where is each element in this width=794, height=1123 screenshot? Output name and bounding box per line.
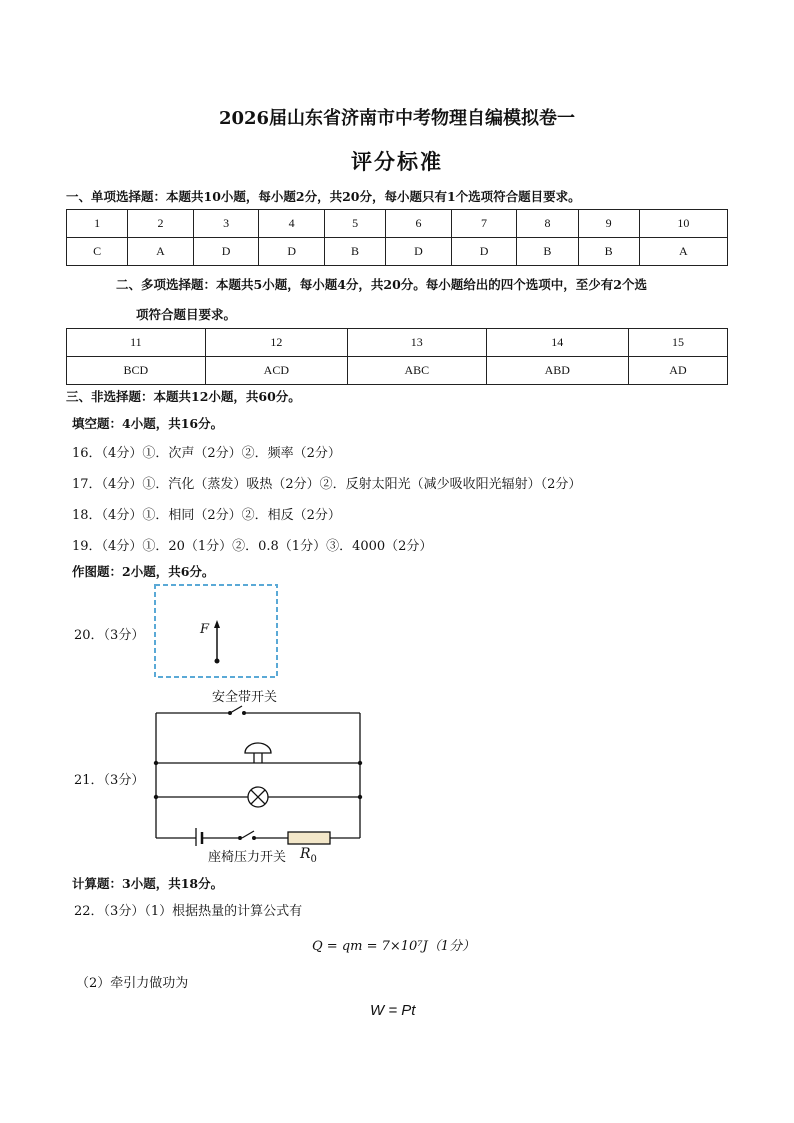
section2-heading-line2: 项符合题目要求。 xyxy=(136,307,237,322)
table-cell: B xyxy=(324,238,385,266)
table-cell: 12 xyxy=(205,329,347,357)
answer-q17: 17．（4分）①．汽化（蒸发）吸热（2分）②．反射太阳光（减少吸收阳光辐射）（2分） xyxy=(72,477,582,492)
q22-intro: 22．（3分）（1）根据热量的计算公式有 xyxy=(74,904,303,919)
drawing-heading: 作图题：2小题，共6分。 xyxy=(72,564,215,579)
section1-answer-table xyxy=(66,209,728,266)
table-cell: 3 xyxy=(193,210,259,238)
section2-heading-line1: 二、多项选择题：本题共5小题，每小题4分，共20分。每小题给出的四个选项中，至少有2个选 xyxy=(116,277,647,292)
table-cell: D xyxy=(386,238,452,266)
seat-pressure-switch-label: 座椅压力开关 xyxy=(208,850,287,865)
table-cell: AD xyxy=(628,357,727,385)
table-cell: A xyxy=(128,238,194,266)
table-cell: D xyxy=(259,238,325,266)
answer-q18: 18．（4分）①．相同（2分）②．相反（2分） xyxy=(72,508,341,523)
q21-circuit-diagram xyxy=(150,700,366,846)
table-cell: A xyxy=(639,238,727,266)
table-cell: ACD xyxy=(205,357,347,385)
table-row xyxy=(67,210,728,238)
table-cell: 11 xyxy=(67,329,206,357)
q22-part2: （2）牵引力做功为 xyxy=(76,976,189,991)
table-cell: 9 xyxy=(578,210,639,238)
document-title: 2026届山东省济南市中考物理自编模拟卷一 xyxy=(218,108,576,129)
table-cell: ABD xyxy=(486,357,628,385)
table-cell: D xyxy=(193,238,259,266)
table-cell: B xyxy=(578,238,639,266)
section1-heading: 一、单项选择题：本题共10小题，每小题2分，共20分，每小题只有1个选项符合题目要求。 xyxy=(66,189,581,204)
table-cell: D xyxy=(451,238,517,266)
q22-formula: Q = qm = 7×10⁷J（1分） xyxy=(312,939,476,954)
table-cell: 2 xyxy=(128,210,194,238)
resistor-label xyxy=(300,846,317,865)
table-cell: 10 xyxy=(639,210,727,238)
table-cell: 15 xyxy=(628,329,727,357)
table-cell: 1 xyxy=(67,210,128,238)
answer-q19: 19．（4分）①．20（1分）②．0.8（1分）③．4000（2分） xyxy=(72,539,433,554)
fill-blank-heading: 填空题：4小题，共16分。 xyxy=(72,416,224,431)
q20-force-diagram xyxy=(154,584,278,678)
section3-heading: 三、非选择题：本题共12小题，共60分。 xyxy=(66,389,301,404)
q22-formula2: W = Pt xyxy=(370,1002,416,1019)
section2-answer-table xyxy=(66,328,728,385)
table-cell: 8 xyxy=(517,210,578,238)
table-cell: 6 xyxy=(386,210,452,238)
table-cell: 4 xyxy=(259,210,325,238)
table-cell: 14 xyxy=(486,329,628,357)
table-cell: 13 xyxy=(347,329,486,357)
table-row xyxy=(67,357,728,385)
resistor-symbol: R xyxy=(300,846,311,862)
table-row xyxy=(67,329,728,357)
table-cell: B xyxy=(517,238,578,266)
q21-label: 21．（3分） xyxy=(74,773,145,788)
calculation-heading: 计算题：3小题，共18分。 xyxy=(72,876,224,891)
table-row xyxy=(67,238,728,266)
table-cell: C xyxy=(67,238,128,266)
force-label: F xyxy=(200,622,210,637)
table-cell: ABC xyxy=(347,357,486,385)
table-cell: BCD xyxy=(67,357,206,385)
seatbelt-switch-label: 安全带开关 xyxy=(212,690,278,705)
answer-q16: 16．（4分）①．次声（2分）②．频率（2分） xyxy=(72,446,341,461)
table-cell: 7 xyxy=(451,210,517,238)
document-subtitle: 评分标准 xyxy=(351,149,443,174)
table-cell: 5 xyxy=(324,210,385,238)
resistor-subscript: 0 xyxy=(310,853,317,865)
q20-label: 20．（3分） xyxy=(74,628,145,643)
